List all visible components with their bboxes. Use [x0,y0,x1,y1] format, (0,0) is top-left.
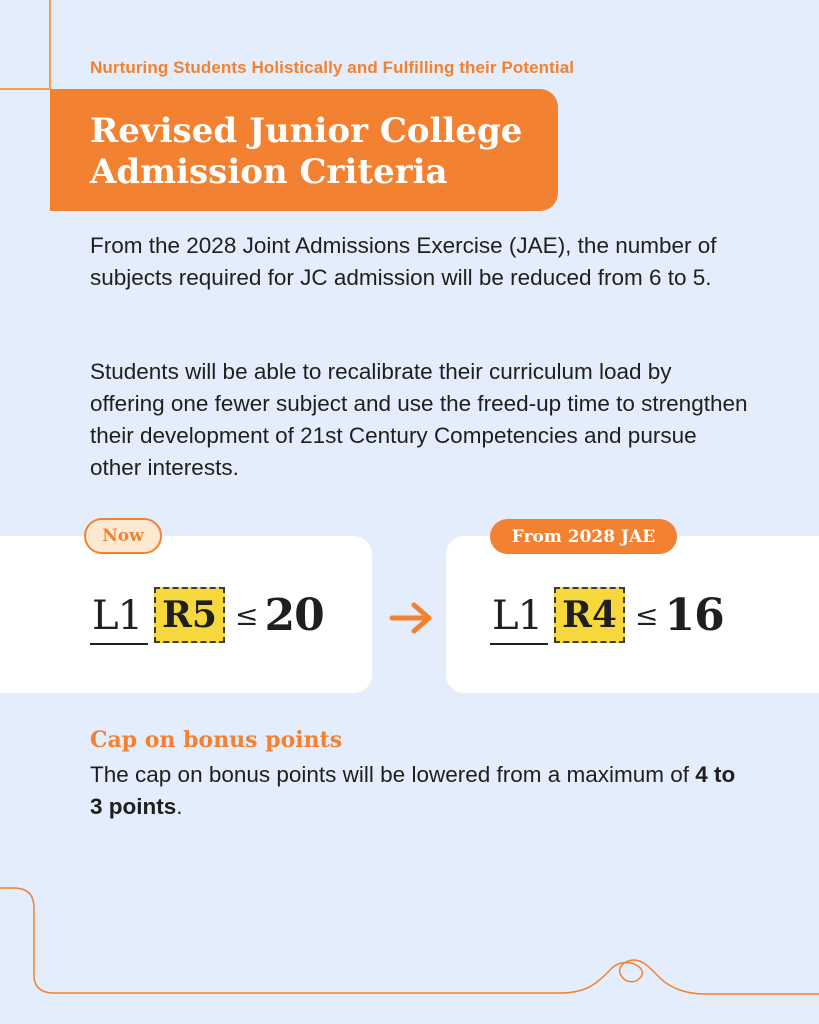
now-formula [90,585,324,645]
intro-paragraph: From the 2028 Joint Admissions Exercise (JAE), the number of subjects required for JC admission will be reduced from 6 to 5. [90,233,717,290]
leq-symbol: ≤ [634,598,659,632]
page-title: Revised Junior College Admission Criteria [90,111,523,192]
title-banner [50,89,558,211]
bonus-text-end: . [176,794,183,819]
bonus-cap-heading: Cap on bonus points [90,727,343,753]
bonus-text-bold: 4 to 3 points [90,762,736,819]
future-formula [490,585,724,645]
future-score: 16 [664,589,724,641]
l1-term: L1 [490,593,548,645]
l1-term: L1 [90,593,148,645]
arrow-right-icon [388,600,436,636]
leq-symbol: ≤ [234,598,259,632]
detail-paragraph: Students will be able to recalibrate their curriculum load by offering one fewer subject and use the freed-up time to strengthen their development of 21st Century Competencies and pursue other interests. [90,359,748,480]
r4-term: R4 [554,587,625,643]
eyebrow-subtitle: Nurturing Students Holistically and Fulfilling their Potential [90,58,575,77]
bonus-cap-text [90,759,750,823]
future-badge: From 2028 JAE [490,519,677,554]
now-score: 20 [264,589,324,641]
bonus-text-start: The cap on bonus points will be lowered from a maximum of [90,762,696,787]
now-badge: Now [84,518,162,554]
r5-term: R5 [154,587,225,643]
